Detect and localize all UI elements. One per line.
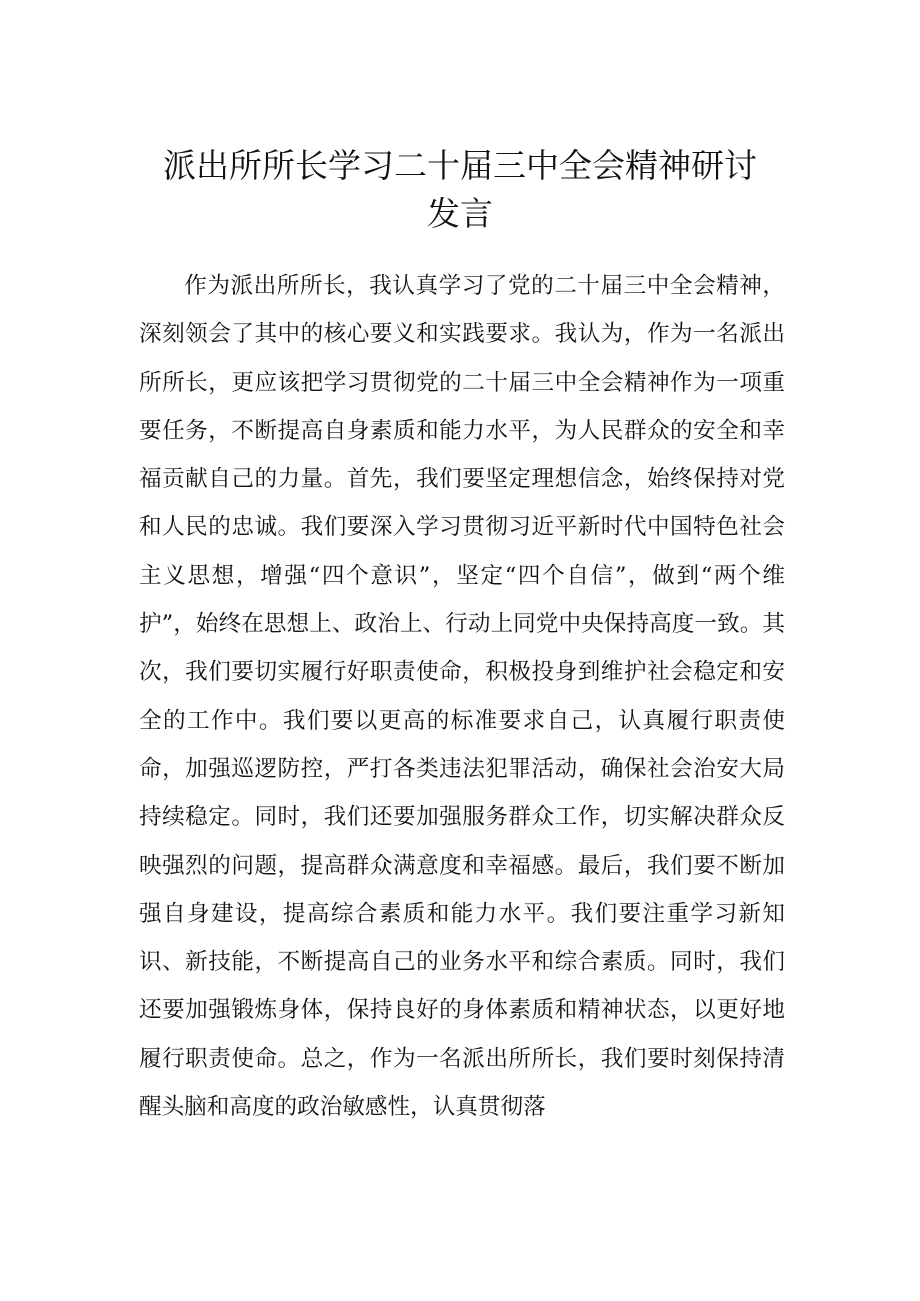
body-paragraph: 作为派出所所长，我认真学习了党的二十届三中全会精神，深刻领会了其中的核心要义和实践要求。我认为，作为一名派出所所长，更应该把学习贯彻党的二十届三中全会精神作为一项重要任务，不断提高自身素质和能力水平，为人民群众的安全和幸福贡献自己的力量。首先，我们要坚定理想信念，始终保持对党和人民的忠诚。我们要深入学习贯彻习近平新时代中国特色社会主义思想，增强“四个意识”，坚定“四个自信”，做到“两个维护”，始终在思想上、政治上、行动上同党中央保持高度一致。其次，我们要切实履行好职责使命，积极投身到维护社会稳定和安全的工作中。我们要以更高的标准要求自己，认真履行职责使命，加强巡逻防控，严打各类违法犯罪活动，确保社会治安大局持续稳定。同时，我们还要加强服务群众工作，切实解决群众反映强烈的问题，提高群众满意度和幸福感。最后，我们要不断加强自身建设，提高综合素质和能力水平。我们要注重学习新知识、新技能，不断提高自己的业务水平和综合素质。同时，我们还要加强锻炼身体，保持良好的身体素质和精神状态，以更好地履行职责使命。总之，作为一名派出所所长，我们要时刻保持清醒头脑和高度的政治敏感性，认真贯彻落 (139, 273, 785, 1121)
document-title (150, 142, 770, 238)
title-line-2: 发言 (427, 194, 493, 233)
title-line-1: 派出所所长学习二十届三中全会精神研讨 (163, 146, 757, 185)
